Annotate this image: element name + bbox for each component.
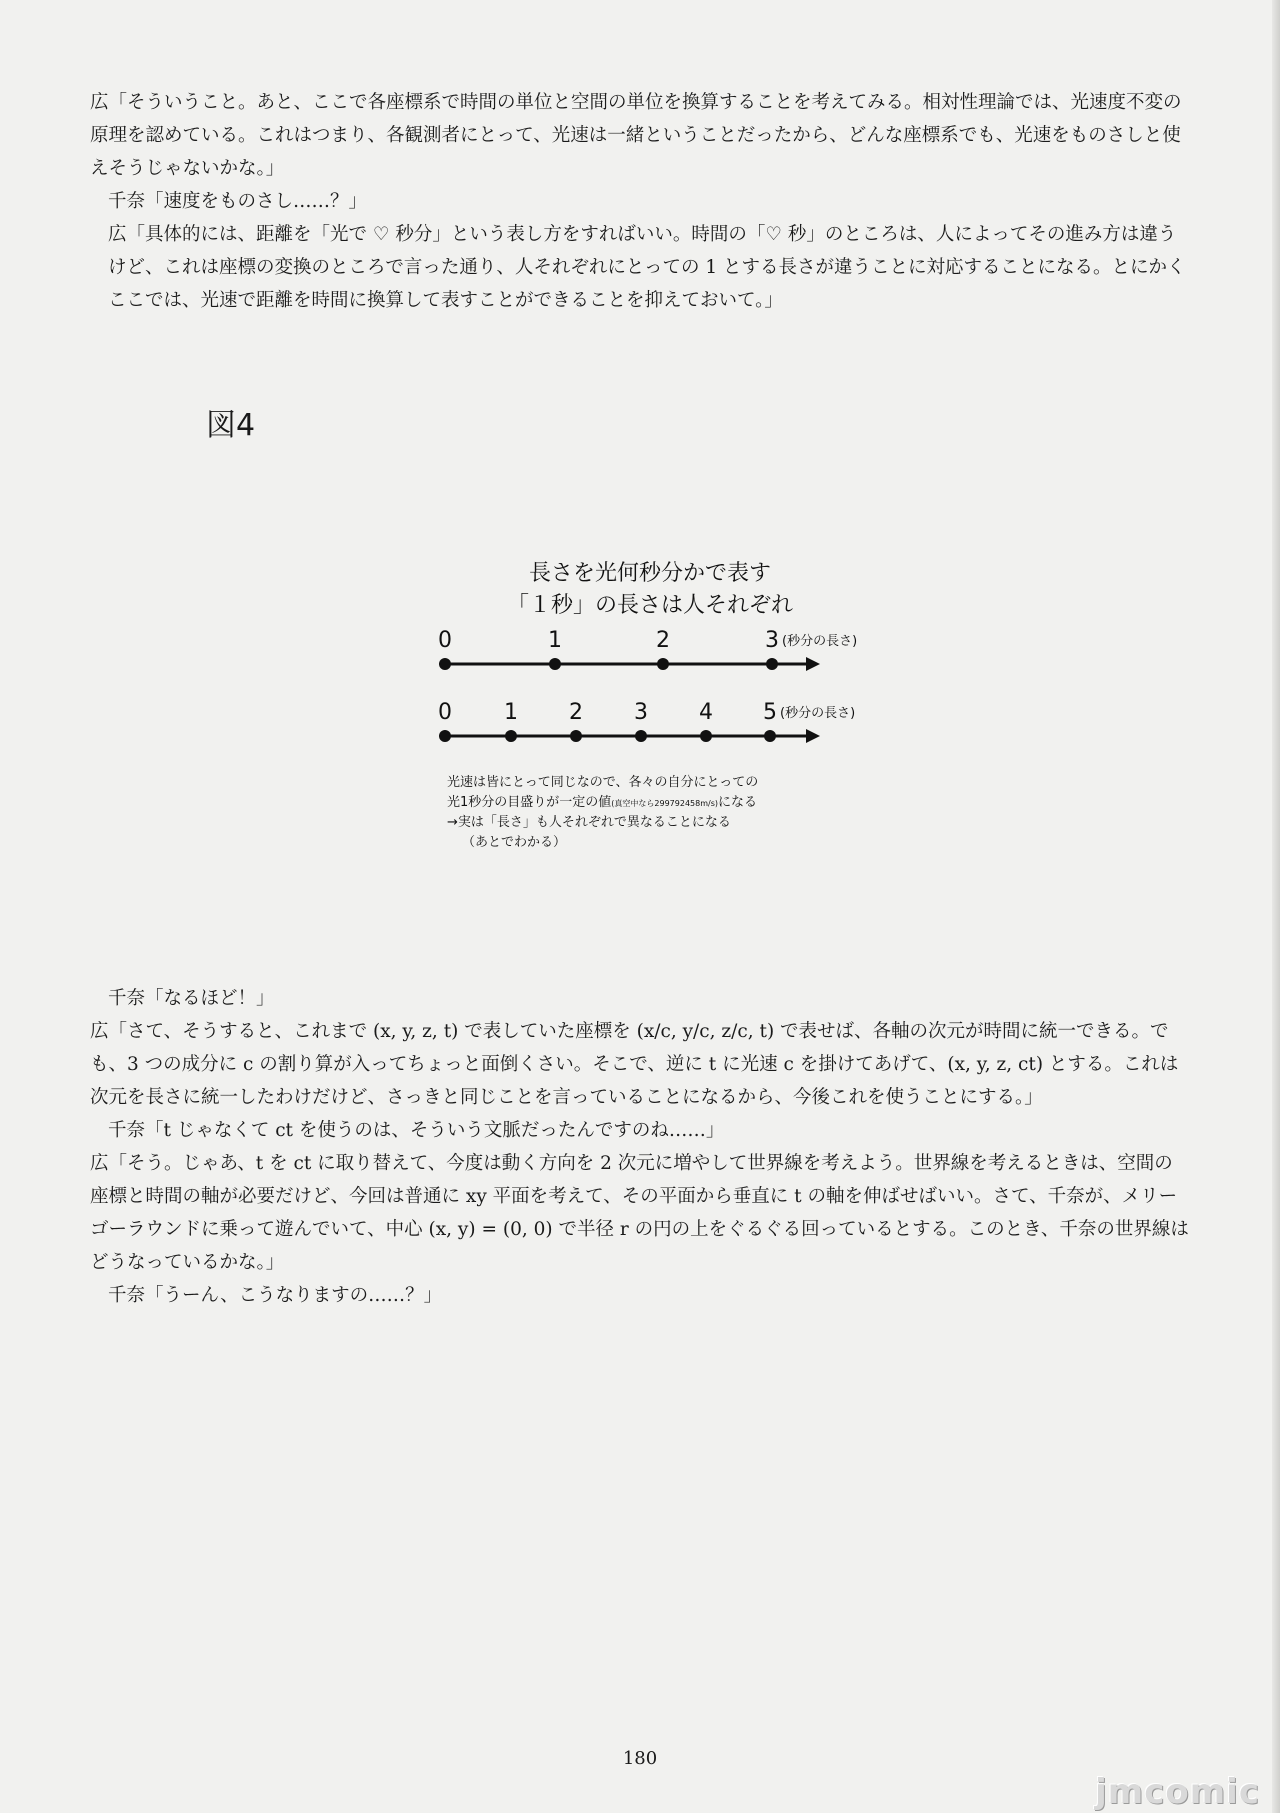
axis1-unit: (秒分の長さ) xyxy=(782,634,858,649)
axis2-tick-2: 2 xyxy=(569,700,583,725)
axis1-tick-2: 2 xyxy=(656,628,670,653)
text-block-bottom xyxy=(90,982,1190,1312)
axis2-dot-2 xyxy=(570,730,582,742)
paragraph: 千奈「なるほど！」 xyxy=(108,988,275,1009)
note-line-2b: になる xyxy=(718,795,758,810)
axis1-tick-3: 3 xyxy=(765,628,779,653)
paragraph: 千奈「速度をものさし……？」 xyxy=(108,191,368,212)
axis1-tick-0: 0 xyxy=(438,628,452,653)
axis2-dot-4 xyxy=(700,730,712,742)
axis1-dot-0 xyxy=(439,658,451,670)
figure-label: 図4 xyxy=(206,408,256,443)
paragraph: 広「さて、そうすると、これまで (x, y, z, t) で表していた座標を (x/c, y/c, z/c, t) で表せば、各軸の次元が時間に統一できる。でも、3 つの成分に c の割り算が入ってちょっと面倒くさい。そこで、逆に t に光速 c を掛けてあげて、(x, y, z, ct) とする。これは次元を長さに統一したわけだけど、さっきと同じことを言っていることになるから、今後これを使うことにする。」 xyxy=(90,1021,1179,1108)
axis1-dot-3 xyxy=(766,658,778,670)
axis2-unit: (秒分の長さ) xyxy=(780,706,856,721)
paragraph: 広「そう。じゃあ、t を ct に取り替えて、今度は動く方向を 2 次元に増やして世界線を考えよう。世界線を考えるときは、空間の座標と時間の軸が必要だけど、今回は普通に xy 平面を考えて、その平面から垂直に t の軸を伸ばせばいい。さて、千奈が、メリーゴーラウンドに乗って遊んでいて、中心 (x, y) = (0, 0) で半径 r の円の上をぐるぐる回っているとする。このとき、千奈の世界線はどうなっているかな。」 xyxy=(90,1153,1189,1273)
axis2-tick-4: 4 xyxy=(699,700,713,725)
axis2-tick-5: 5 xyxy=(763,700,777,725)
note-line-4: （あとでわかる） xyxy=(462,835,567,850)
axis1-dot-1 xyxy=(549,658,561,670)
page-edge xyxy=(1272,0,1280,1813)
axis1-dot-2 xyxy=(657,658,669,670)
figure-diagram xyxy=(420,550,860,860)
figure-title-line1: 長さを光何秒分かで表す xyxy=(528,561,772,586)
figure-title-line2: 「１秒」の長さは人それぞれ xyxy=(506,593,794,618)
axis2-tick-3: 3 xyxy=(634,700,648,725)
axis2-arrowhead xyxy=(806,729,820,743)
text-block-top xyxy=(90,86,1190,317)
axis2-tick-1: 1 xyxy=(504,700,518,725)
paragraph: 広「そういうこと。あと、ここで各座標系で時間の単位と空間の単位を換算することを考えてみる。相対性理論では、光速度不変の原理を認めている。これはつまり、各観測者にとって、光速は一緒ということだったから、どんな座標系でも、光速をものさしと使えそうじゃないかな。」 xyxy=(90,92,1182,179)
axis2-dot-5 xyxy=(764,730,776,742)
page-number: 180 xyxy=(622,1748,658,1769)
note-line-2 xyxy=(447,794,757,810)
paragraph: 千奈「うーん、こうなりますの……？」 xyxy=(108,1285,443,1306)
watermark-logo: jmcomic xyxy=(1095,1772,1260,1812)
axis1-arrowhead xyxy=(806,657,820,671)
note-line-2-small: (真空中なら299792458m/s) xyxy=(611,799,718,808)
note-line-2a: 光1秒分の目盛りが一定の値 xyxy=(447,795,612,810)
axis2-dot-3 xyxy=(635,730,647,742)
axis2-tick-0: 0 xyxy=(438,700,452,725)
axis2-dot-0 xyxy=(439,730,451,742)
axis1-tick-1: 1 xyxy=(548,628,562,653)
note-line-3: →実は「長さ」も人それぞれで異なることになる xyxy=(447,815,731,830)
paragraph: 千奈「t じゃなくて ct を使うのは、そういう文脈だったんですのね……」 xyxy=(108,1120,725,1141)
axis2-dot-1 xyxy=(505,730,517,742)
paragraph: 広「具体的には、距離を「光で ♡ 秒分」という表し方をすればいい。時間の「♡ 秒」のところは、人によってその進み方は違うけど、これは座標の変換のところで言った通り、人それぞれにとっての 1 とする長さが違うことに対応することになる。とにかくここでは、光速で距離を時間に換算して表すことができることを抑えておいて。」 xyxy=(108,224,1186,311)
note-line-1: 光速は皆にとって同じなので、各々の自分にとっての xyxy=(447,775,759,790)
